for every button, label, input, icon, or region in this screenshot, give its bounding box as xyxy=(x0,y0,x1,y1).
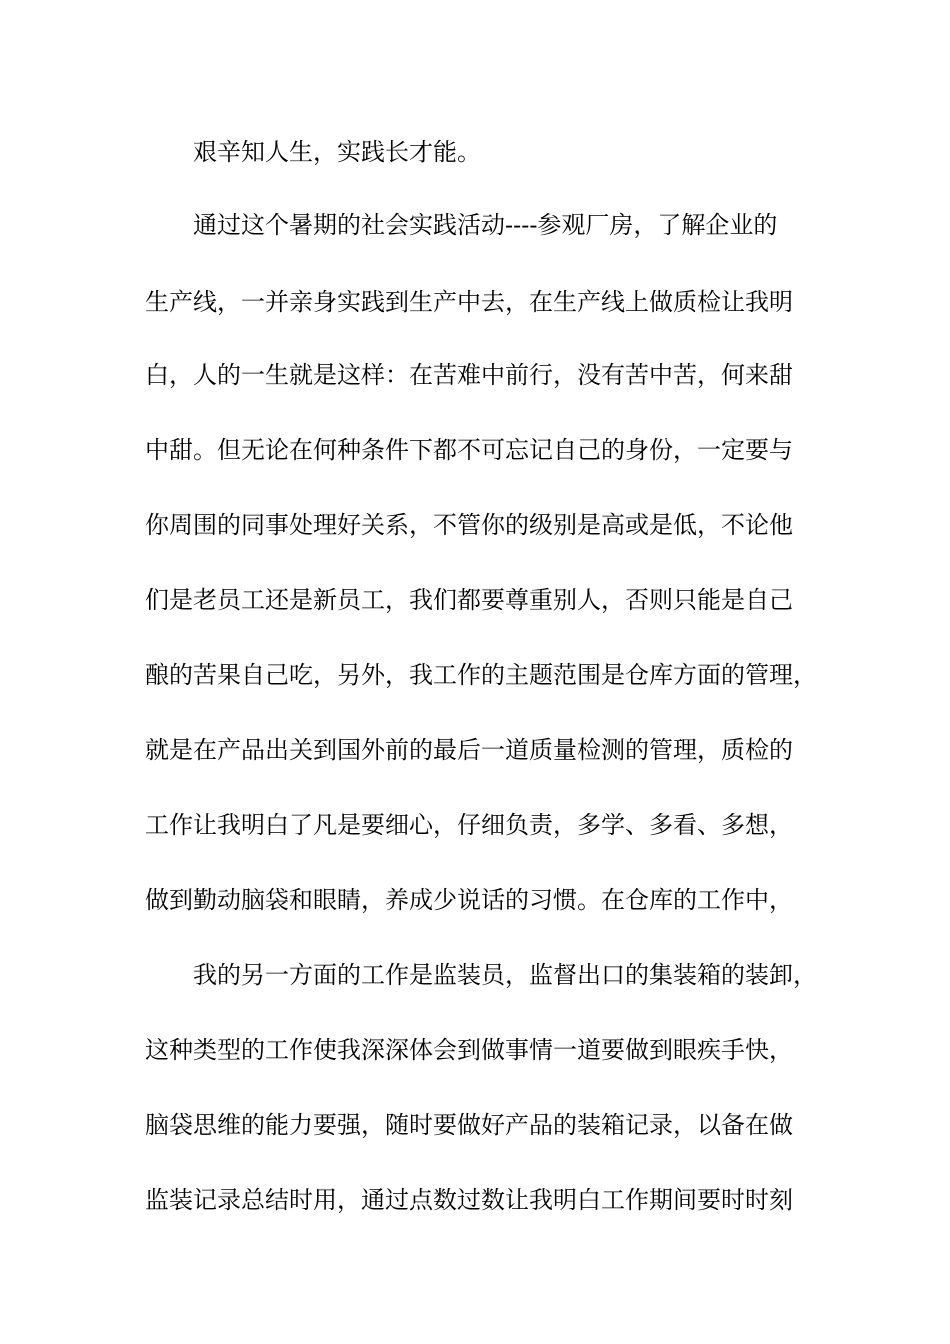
paragraph-line-7: 们是老员工还是新员工，我们都要尊重别人，否则只能是自己 xyxy=(145,586,793,614)
paragraph-line-6: 你周围的同事处理好关系，不管你的级别是高或是低，不论他 xyxy=(145,511,793,539)
paragraph-line-2: 通过这个暑期的社会实践活动----参观厂房，了解企业的 xyxy=(193,211,778,239)
paragraph-line-13: 这种类型的工作使我深深体会到做事情一道要做到眼疾手快， xyxy=(145,1036,793,1064)
paragraph-line-8: 酿的苦果自己吃，另外，我工作的主题范围是仓库方面的管理， xyxy=(145,661,817,689)
paragraph-line-9: 就是在产品出关到国外前的最后一道质量检测的管理，质检的 xyxy=(145,736,793,764)
paragraph-line-14: 脑袋思维的能力要强，随时要做好产品的装箱记录，以备在做 xyxy=(145,1111,793,1139)
paragraph-line-3: 生产线，一并亲身实践到生产中去，在生产线上做质检让我明 xyxy=(145,288,793,316)
paragraph-line-10: 工作让我明白了凡是要细心，仔细负责，多学、多看、多想， xyxy=(145,811,793,839)
paragraph-line-4: 白，人的一生就是这样：在苦难中前行，没有苦中苦，何来甜 xyxy=(145,361,793,389)
paragraph-line-1: 艰辛知人生，实践长才能。 xyxy=(193,138,481,166)
paragraph-line-15: 监装记录总结时用，通过点数过数让我明白工作期间要时时刻 xyxy=(145,1186,793,1214)
paragraph-line-12: 我的另一方面的工作是监装员，监督出口的集装箱的装卸， xyxy=(193,961,817,989)
paragraph-line-11: 做到勤动脑袋和眼睛，养成少说话的习惯。在仓库的工作中， xyxy=(145,886,793,914)
paragraph-line-5: 中甜。但无论在何种条件下都不可忘记自己的身份，一定要与 xyxy=(145,436,793,464)
